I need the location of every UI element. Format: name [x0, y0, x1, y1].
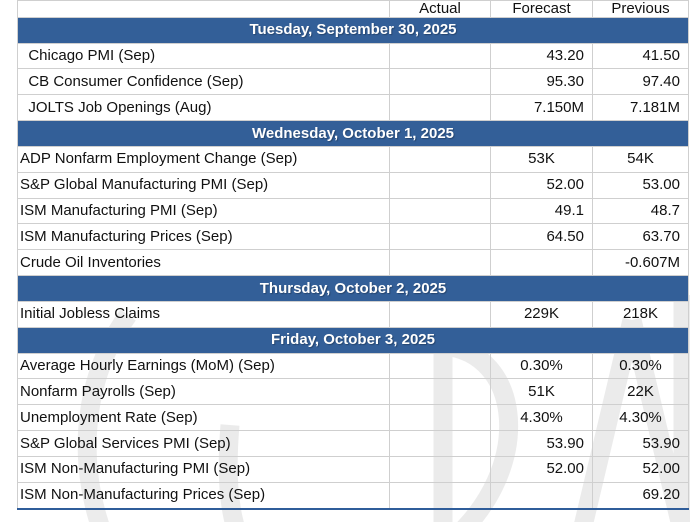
event-label: JOLTS Job Openings (Aug) — [18, 95, 390, 121]
event-label: Chicago PMI (Sep) — [18, 43, 390, 69]
event-forecast: 53.90 — [491, 431, 593, 457]
event-forecast: 53K — [491, 146, 593, 172]
event-label: Initial Jobless Claims — [18, 301, 390, 327]
table-row — [18, 95, 689, 121]
date-banner-row — [18, 276, 689, 302]
event-label: ISM Manufacturing PMI (Sep) — [18, 198, 390, 224]
event-previous: 7.181M — [593, 95, 689, 121]
table-row — [18, 198, 689, 224]
date-header: Friday, October 3, 2025 — [18, 327, 689, 353]
event-previous: 218K — [593, 301, 689, 327]
event-previous: 97.40 — [593, 69, 689, 95]
event-previous: 63.70 — [593, 224, 689, 250]
event-forecast: 4.30% — [491, 405, 593, 431]
event-label: ISM Manufacturing Prices (Sep) — [18, 224, 390, 250]
table-row — [18, 353, 689, 379]
table-row — [18, 224, 689, 250]
event-actual — [390, 301, 491, 327]
table-row — [18, 172, 689, 198]
event-forecast: 51K — [491, 379, 593, 405]
event-previous: 69.20 — [593, 482, 689, 509]
event-actual — [390, 224, 491, 250]
table-row — [18, 456, 689, 482]
event-actual — [390, 456, 491, 482]
event-previous: 52.00 — [593, 456, 689, 482]
event-forecast: 229K — [491, 301, 593, 327]
event-forecast — [491, 482, 593, 509]
event-forecast: 64.50 — [491, 224, 593, 250]
event-actual — [390, 482, 491, 509]
event-forecast: 52.00 — [491, 456, 593, 482]
column-header-actual: Actual — [390, 1, 491, 18]
event-label: ISM Non-Manufacturing PMI (Sep) — [18, 456, 390, 482]
table-row — [18, 482, 689, 509]
event-actual — [390, 69, 491, 95]
table-row — [18, 250, 689, 276]
event-previous: 0.30% — [593, 353, 689, 379]
table-row — [18, 431, 689, 457]
event-label: Average Hourly Earnings (MoM) (Sep) — [18, 353, 390, 379]
event-actual — [390, 95, 491, 121]
event-forecast: 7.150M — [491, 95, 593, 121]
event-actual — [390, 379, 491, 405]
event-label: S&P Global Manufacturing PMI (Sep) — [18, 172, 390, 198]
table-row — [18, 69, 689, 95]
event-forecast: 0.30% — [491, 353, 593, 379]
event-previous: 54K — [593, 146, 689, 172]
event-previous: 48.7 — [593, 198, 689, 224]
event-previous: 4.30% — [593, 405, 689, 431]
date-banner-row — [18, 327, 689, 353]
event-previous: -0.607M — [593, 250, 689, 276]
event-forecast — [491, 250, 593, 276]
event-label: CB Consumer Confidence (Sep) — [18, 69, 390, 95]
table-row — [18, 146, 689, 172]
event-actual — [390, 172, 491, 198]
event-forecast: 52.00 — [491, 172, 593, 198]
event-label: Unemployment Rate (Sep) — [18, 405, 390, 431]
date-banner-row — [18, 17, 689, 43]
event-actual — [390, 43, 491, 69]
event-previous: 41.50 — [593, 43, 689, 69]
calendar-body — [18, 17, 689, 509]
event-previous: 53.90 — [593, 431, 689, 457]
event-actual — [390, 405, 491, 431]
event-actual — [390, 146, 491, 172]
event-forecast: 43.20 — [491, 43, 593, 69]
event-forecast: 49.1 — [491, 198, 593, 224]
event-previous: 22K — [593, 379, 689, 405]
event-label: Nonfarm Payrolls (Sep) — [18, 379, 390, 405]
table-row — [18, 379, 689, 405]
date-header: Wednesday, October 1, 2025 — [18, 121, 689, 147]
event-actual — [390, 250, 491, 276]
event-label: ADP Nonfarm Employment Change (Sep) — [18, 146, 390, 172]
calendar-table — [17, 0, 689, 510]
column-header-row — [18, 1, 689, 18]
table-row — [18, 301, 689, 327]
event-label: ISM Non-Manufacturing Prices (Sep) — [18, 482, 390, 509]
date-header: Thursday, October 2, 2025 — [18, 276, 689, 302]
event-forecast: 95.30 — [491, 69, 593, 95]
column-header-empty — [18, 1, 390, 18]
event-label: Crude Oil Inventories — [18, 250, 390, 276]
event-actual — [390, 431, 491, 457]
event-previous: 53.00 — [593, 172, 689, 198]
event-label: S&P Global Services PMI (Sep) — [18, 431, 390, 457]
date-banner-row — [18, 121, 689, 147]
table-row — [18, 43, 689, 69]
column-header-previous: Previous — [593, 1, 689, 18]
event-actual — [390, 198, 491, 224]
event-actual — [390, 353, 491, 379]
table-row — [18, 405, 689, 431]
date-header: Tuesday, September 30, 2025 — [18, 17, 689, 43]
column-header-forecast: Forecast — [491, 1, 593, 18]
